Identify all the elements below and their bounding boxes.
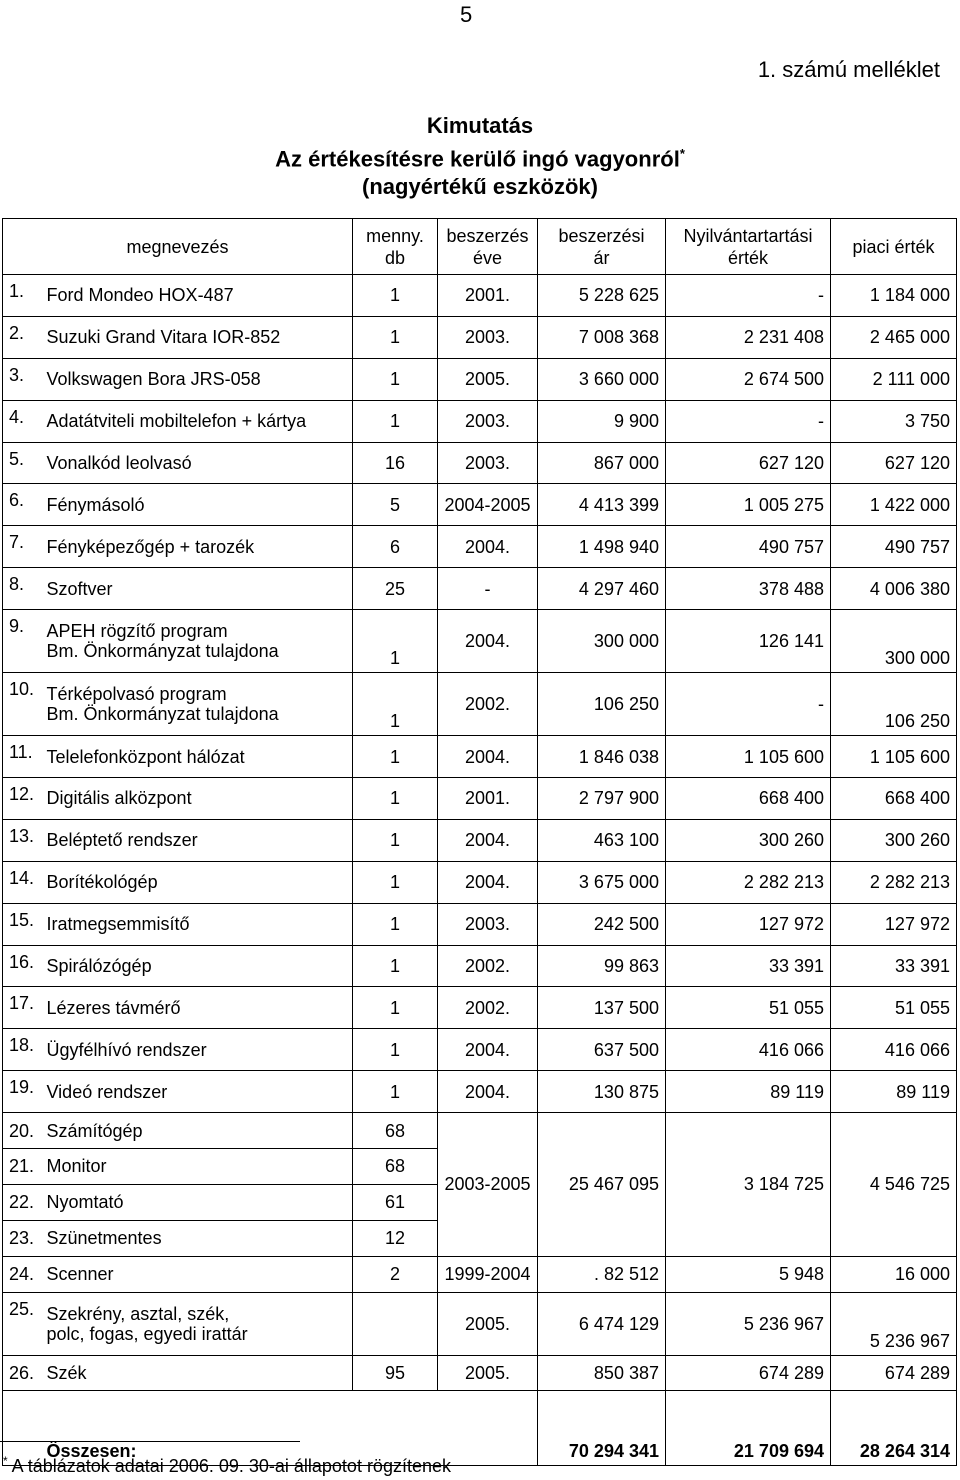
table-row: [3, 1029, 957, 1071]
inventory-table: [2, 218, 957, 1466]
purchase-year: 2003.: [438, 903, 538, 945]
purchase-price: 850 387: [538, 1355, 666, 1391]
table-row: [3, 358, 957, 400]
quantity: 1: [353, 358, 438, 400]
item-name: Fényképezőgép + tarozék: [43, 526, 353, 568]
market-value: 89 119: [831, 1071, 957, 1113]
market-value: 2 465 000: [831, 316, 957, 358]
market-value: 668 400: [831, 778, 957, 820]
book-value: 127 972: [666, 903, 831, 945]
market-value: 300 260: [831, 819, 957, 861]
purchase-year: 2001.: [438, 778, 538, 820]
quantity: 1: [353, 987, 438, 1029]
total-book-value: 21 709 694: [666, 1391, 831, 1466]
title-line-2: Az értékesítésre kerülő ingó vagyonról*: [275, 146, 685, 172]
item-name: Telelefonközpont hálózat: [43, 736, 353, 778]
quantity: 12: [353, 1220, 438, 1256]
purchase-price: 300 000: [538, 610, 666, 673]
header-book-value: Nyilvántartartási érték: [666, 219, 831, 275]
row-number: 26.: [3, 1355, 43, 1391]
item-name: Fénymásoló: [43, 484, 353, 526]
table-row: [3, 1113, 957, 1149]
purchase-price: 4 413 399: [538, 484, 666, 526]
book-value: 1 105 600: [666, 736, 831, 778]
quantity: 61: [353, 1184, 438, 1220]
header-price: beszerzési ár: [538, 219, 666, 275]
quantity: 68: [353, 1113, 438, 1149]
purchase-year: 2002.: [438, 945, 538, 987]
table-row: [3, 945, 957, 987]
purchase-price: 463 100: [538, 819, 666, 861]
table-row: [3, 1071, 957, 1113]
quantity: 5: [353, 484, 438, 526]
table-row: [3, 1256, 957, 1292]
market-value: 627 120: [831, 442, 957, 484]
row-number: 18.: [3, 1029, 43, 1071]
row-number: 23.: [3, 1220, 43, 1256]
item-name: Szünetmentes: [43, 1220, 353, 1256]
row-number: 9.: [3, 610, 43, 673]
market-value: 5 236 967: [831, 1292, 957, 1355]
market-value: 300 000: [831, 610, 957, 673]
quantity: 1: [353, 1029, 438, 1071]
row-number: 7.: [3, 526, 43, 568]
item-name: Volkswagen Bora JRS-058: [43, 358, 353, 400]
quantity: 1: [353, 1071, 438, 1113]
purchase-price: . 82 512: [538, 1256, 666, 1292]
item-name: Iratmegsemmisítő: [43, 903, 353, 945]
group-purchase-year: 2003-2005: [438, 1113, 538, 1257]
header-name: megnevezés: [3, 219, 353, 275]
quantity: 1: [353, 400, 438, 442]
quantity: 25: [353, 568, 438, 610]
purchase-price: 1 846 038: [538, 736, 666, 778]
purchase-year: 2004.: [438, 1029, 538, 1071]
market-value: 490 757: [831, 526, 957, 568]
market-value: 2 111 000: [831, 358, 957, 400]
table-row: [3, 1355, 957, 1391]
table-row: [3, 316, 957, 358]
table-row: [3, 778, 957, 820]
book-value: 378 488: [666, 568, 831, 610]
purchase-price: 3 675 000: [538, 861, 666, 903]
table-row: [3, 442, 957, 484]
annex-label: 1. számú melléklet: [757, 57, 940, 82]
row-number: 3.: [3, 358, 43, 400]
table-row: [3, 987, 957, 1029]
market-value: 674 289: [831, 1355, 957, 1391]
purchase-year: 2002.: [438, 673, 538, 736]
book-value: 1 005 275: [666, 484, 831, 526]
purchase-price: 6 474 129: [538, 1292, 666, 1355]
purchase-year: 2003.: [438, 316, 538, 358]
table-row: [3, 903, 957, 945]
book-value: 126 141: [666, 610, 831, 673]
row-number: 20.: [3, 1113, 43, 1149]
purchase-year: 2004.: [438, 736, 538, 778]
row-number: 13.: [3, 819, 43, 861]
market-value: 3 750: [831, 400, 957, 442]
purchase-year: 2001.: [438, 275, 538, 317]
table-row: [3, 400, 957, 442]
group-purchase-price: 25 467 095: [538, 1113, 666, 1257]
purchase-year: 2005.: [438, 358, 538, 400]
book-value: -: [666, 400, 831, 442]
item-name: Lézeres távmérő: [43, 987, 353, 1029]
footnote-divider: [0, 1441, 300, 1442]
total-market-value: 28 264 314: [831, 1391, 957, 1466]
item-name: Videó rendszer: [43, 1071, 353, 1113]
table-row: [3, 275, 957, 317]
purchase-year: 2005.: [438, 1355, 538, 1391]
quantity: 1: [353, 861, 438, 903]
table-header-row: [3, 219, 957, 275]
item-name: Vonalkód leolvasó: [43, 442, 353, 484]
purchase-year: 2004.: [438, 526, 538, 568]
table-row: [3, 861, 957, 903]
table-row: [3, 819, 957, 861]
market-value: 51 055: [831, 987, 957, 1029]
row-number: 8.: [3, 568, 43, 610]
book-value: 300 260: [666, 819, 831, 861]
market-value: 16 000: [831, 1256, 957, 1292]
purchase-year: 2004.: [438, 819, 538, 861]
book-value: 627 120: [666, 442, 831, 484]
item-name: Szekrény, asztal, szék, polc, fogas, egyedi irattár: [43, 1292, 353, 1355]
quantity: 1: [353, 610, 438, 673]
header-market-value: piaci érték: [831, 219, 957, 275]
market-value: 1 422 000: [831, 484, 957, 526]
purchase-price: 1 498 940: [538, 526, 666, 568]
item-name: Scenner: [43, 1256, 353, 1292]
book-value: 416 066: [666, 1029, 831, 1071]
item-name: Spirálózógép: [43, 945, 353, 987]
table-row: [3, 526, 957, 568]
item-name: Térképolvasó program Bm. Önkormányzat tulajdona: [43, 673, 353, 736]
quantity: 2: [353, 1256, 438, 1292]
market-value: 127 972: [831, 903, 957, 945]
row-number: 25.: [3, 1292, 43, 1355]
header-qty: menny. db: [353, 219, 438, 275]
purchase-year: 2003.: [438, 400, 538, 442]
market-value: 2 282 213: [831, 861, 957, 903]
footnote-mark: *: [679, 146, 685, 161]
purchase-year: 1999-2004: [438, 1256, 538, 1292]
item-name: Digitális alközpont: [43, 778, 353, 820]
table-row: [3, 610, 957, 673]
quantity: 68: [353, 1149, 438, 1185]
item-name: APEH rögzítő program Bm. Önkormányzat tulajdona: [43, 610, 353, 673]
market-value: 1 184 000: [831, 275, 957, 317]
row-number: 22.: [3, 1184, 43, 1220]
book-value: 490 757: [666, 526, 831, 568]
row-number: 17.: [3, 987, 43, 1029]
purchase-price: 9 900: [538, 400, 666, 442]
quantity: 95: [353, 1355, 438, 1391]
market-value: 1 105 600: [831, 736, 957, 778]
item-name: Nyomtató: [43, 1184, 353, 1220]
row-number: 19.: [3, 1071, 43, 1113]
book-value: 33 391: [666, 945, 831, 987]
purchase-price: 867 000: [538, 442, 666, 484]
header-year: beszerzés éve: [438, 219, 538, 275]
row-number: 5.: [3, 442, 43, 484]
quantity: 1: [353, 778, 438, 820]
book-value: 2 231 408: [666, 316, 831, 358]
row-number: 1.: [3, 275, 43, 317]
row-number: 10.: [3, 673, 43, 736]
market-value: 4 006 380: [831, 568, 957, 610]
book-value: 51 055: [666, 987, 831, 1029]
book-value: 89 119: [666, 1071, 831, 1113]
book-value: 674 289: [666, 1355, 831, 1391]
purchase-year: -: [438, 568, 538, 610]
purchase-year: 2004.: [438, 861, 538, 903]
market-value: 33 391: [831, 945, 957, 987]
row-number: 2.: [3, 316, 43, 358]
item-name: Adatátviteli mobiltelefon + kártya: [43, 400, 353, 442]
title-line-3: (nagyértékű eszközök): [362, 174, 598, 200]
quantity: 1: [353, 673, 438, 736]
purchase-price: 99 863: [538, 945, 666, 987]
group-market-value: 4 546 725: [831, 1113, 957, 1257]
quantity: 1: [353, 316, 438, 358]
item-name: Monitor: [43, 1149, 353, 1185]
book-value: 5 236 967: [666, 1292, 831, 1355]
purchase-price: 3 660 000: [538, 358, 666, 400]
table-row: [3, 736, 957, 778]
total-label: Összesen:: [43, 1391, 538, 1466]
book-value: 2 282 213: [666, 861, 831, 903]
row-number: 6.: [3, 484, 43, 526]
quantity: 6: [353, 526, 438, 568]
item-name: Beléptető rendszer: [43, 819, 353, 861]
table-row: [3, 484, 957, 526]
table-row: [3, 1292, 957, 1355]
quantity: 1: [353, 736, 438, 778]
title-line-1: Kimutatás: [426, 113, 534, 138]
purchase-price: 5 228 625: [538, 275, 666, 317]
purchase-price: 106 250: [538, 673, 666, 736]
item-name: Szoftver: [43, 568, 353, 610]
row-number: 15.: [3, 903, 43, 945]
purchase-price: 2 797 900: [538, 778, 666, 820]
purchase-year: 2002.: [438, 987, 538, 1029]
purchase-year: 2004.: [438, 610, 538, 673]
purchase-price: 7 008 368: [538, 316, 666, 358]
row-number: 21.: [3, 1149, 43, 1185]
quantity: 1: [353, 903, 438, 945]
book-value: 668 400: [666, 778, 831, 820]
row-number: 14.: [3, 861, 43, 903]
item-name: Szék: [43, 1355, 353, 1391]
book-value: -: [666, 673, 831, 736]
book-value: 5 948: [666, 1256, 831, 1292]
purchase-year: 2004-2005: [438, 484, 538, 526]
market-value: 106 250: [831, 673, 957, 736]
item-name: Borítékológép: [43, 861, 353, 903]
purchase-price: 137 500: [538, 987, 666, 1029]
item-name: Suzuki Grand Vitara IOR-852: [43, 316, 353, 358]
item-name: Számítógép: [43, 1113, 353, 1149]
table-row: [3, 673, 957, 736]
footnote: * A táblázatok adatai 2006. 09. 30-ai állapotot rögzítenek: [3, 1454, 451, 1476]
purchase-price: 242 500: [538, 903, 666, 945]
row-number: 11.: [3, 736, 43, 778]
table-row: [3, 568, 957, 610]
quantity: 1: [353, 945, 438, 987]
book-value: 2 674 500: [666, 358, 831, 400]
row-number: 24.: [3, 1256, 43, 1292]
total-purchase-price: 70 294 341: [538, 1391, 666, 1466]
item-name: Ügyfélhívó rendszer: [43, 1029, 353, 1071]
quantity: 1: [353, 275, 438, 317]
quantity: [353, 1292, 438, 1355]
document-title: [0, 112, 960, 201]
quantity: 16: [353, 442, 438, 484]
row-number: 12.: [3, 778, 43, 820]
book-value: -: [666, 275, 831, 317]
market-value: 416 066: [831, 1029, 957, 1071]
purchase-year: 2005.: [438, 1292, 538, 1355]
purchase-year: 2003.: [438, 442, 538, 484]
row-number: 16.: [3, 945, 43, 987]
purchase-price: 4 297 460: [538, 568, 666, 610]
purchase-price: 130 875: [538, 1071, 666, 1113]
purchase-year: 2004.: [438, 1071, 538, 1113]
page-number: 5: [460, 2, 473, 27]
row-number: 4.: [3, 400, 43, 442]
purchase-price: 637 500: [538, 1029, 666, 1071]
quantity: 1: [353, 819, 438, 861]
group-book-value: 3 184 725: [666, 1113, 831, 1257]
item-name: Ford Mondeo HOX-487: [43, 275, 353, 317]
